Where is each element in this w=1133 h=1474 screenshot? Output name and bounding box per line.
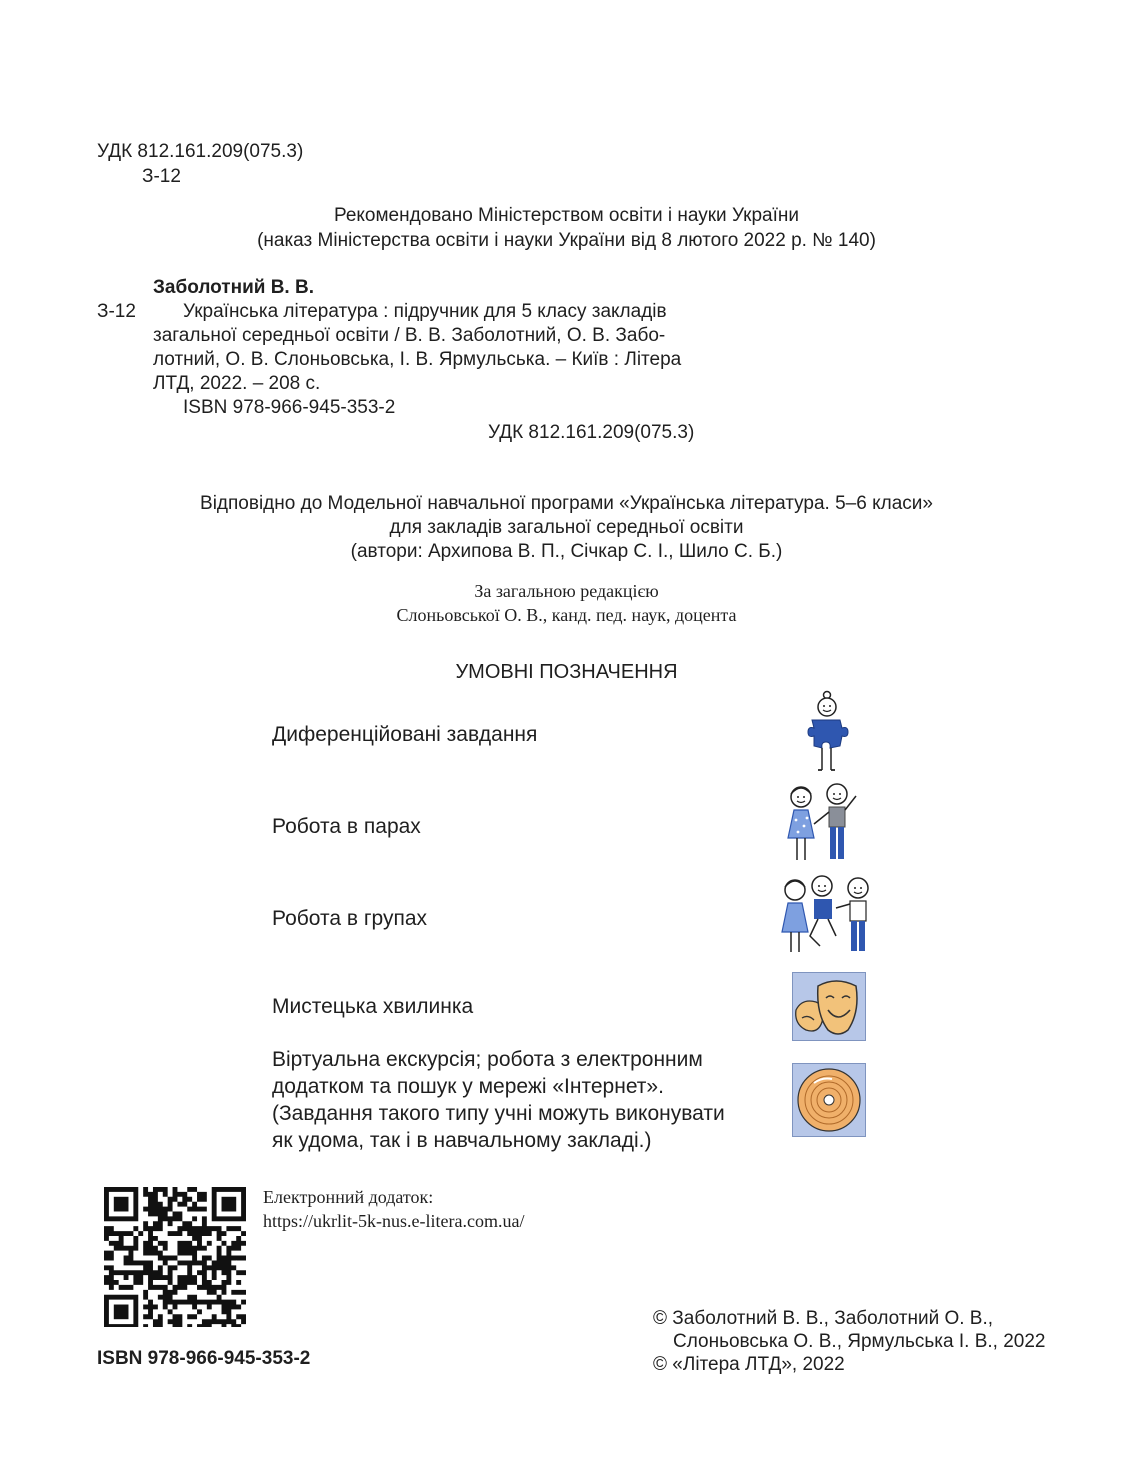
biblio-author: Заболотний В. В. (153, 277, 314, 298)
legend-label-groups: Робота в групах (272, 907, 428, 930)
legend-label-virtual: як удома, так і в навчальному закладі.) (272, 1129, 652, 1152)
biblio-udk: УДК 812.161.209(075.3) (488, 422, 695, 443)
biblio-isbn: ISBN 978-966-945-353-2 (183, 397, 396, 418)
legend-label-differentiated: Диференційовані завдання (272, 723, 538, 746)
editor-line2: Слоньовської О. В., канд. пед. наук, доцента (396, 605, 737, 625)
bbk-code: З-12 (142, 166, 181, 187)
program-line2: для закладів загальної середньої освіти (389, 517, 744, 538)
biblio-line: ЛТД, 2022. – 208 с. (153, 373, 321, 394)
legend-label-art: Мистецька хвилинка (272, 995, 474, 1018)
biblio-line: Українська література : підручник для 5 класу закладів (183, 301, 667, 322)
recommendation-line1: Рекомендовано Міністерством освіти і науки України (333, 205, 799, 226)
legend-label-virtual: Віртуальна екскурсія; робота з електронним (272, 1048, 703, 1071)
biblio-line: загальної середньої освіти / В. В. Заболотний, О. В. Забо- (153, 325, 666, 346)
legend-label-pairs: Робота в парах (272, 815, 421, 838)
theatre-masks-icon (792, 972, 866, 1041)
legend-label-virtual: (Завдання такого типу учні можуть виконувати (272, 1102, 725, 1125)
two-children-icon (782, 782, 862, 864)
legend-title: УМОВНІ ПОЗНАЧЕННЯ (455, 661, 678, 683)
footer-isbn: ISBN 978-966-945-353-2 (97, 1348, 311, 1369)
e-supplement-label: Електронний додаток: (263, 1187, 434, 1207)
biblio-code: З-12 (97, 301, 136, 322)
legend-label-virtual: додатком та пошук у мережі «Інтернет». (272, 1075, 664, 1098)
editor-line1: За загальною редакцією (474, 581, 659, 601)
biblio-line: лотний, О. В. Слоньовська, І. В. Ярмульська. – Київ : Літера (153, 349, 682, 370)
copyright-authors-line1: © Заболотний В. В., Заболотний О. В., (653, 1308, 994, 1329)
single-child-puzzle-icon (800, 690, 862, 774)
recommendation-line2: (наказ Міністерства освіти і науки України від 8 лютого 2022 р. № 140) (257, 230, 876, 251)
udk-code: УДК 812.161.209(075.3) (97, 141, 304, 162)
e-supplement-url[interactable]: https://ukrlit-5k-nus.e-litera.com.ua/ (263, 1211, 525, 1231)
disc-icon (792, 1063, 866, 1137)
program-line1: Відповідно до Модельної навчальної програми «Українська література. 5–6 класи» (200, 493, 933, 514)
copyright-publisher: © «Літера ЛТД», 2022 (653, 1354, 845, 1375)
three-children-icon (780, 874, 880, 956)
qr-code[interactable] (104, 1187, 246, 1327)
copyright-authors-line2: Слоньовська О. В., Ярмульська І. В., 2022 (673, 1331, 1046, 1352)
program-line3: (автори: Архипова В. П., Січкар С. І., Шило С. Б.) (350, 541, 783, 562)
